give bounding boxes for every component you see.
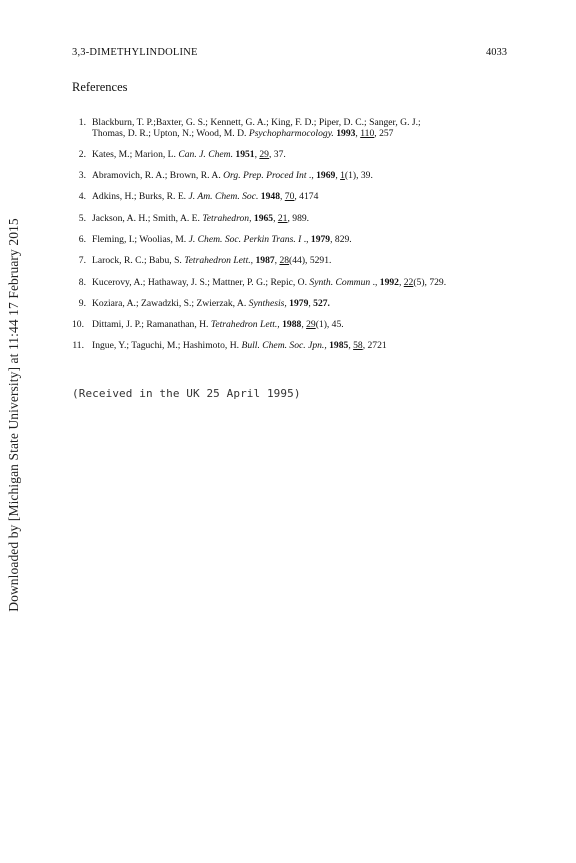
publication-year: 1993	[336, 127, 356, 139]
reference-item	[72, 278, 532, 289]
reference-segment: ,	[279, 191, 285, 203]
reference-segment: ,	[398, 276, 404, 288]
download-watermark	[4, 185, 24, 645]
reference-text	[92, 255, 331, 266]
reference-segment: .,	[306, 170, 317, 182]
reference-number: 11.	[72, 340, 84, 352]
reference-text	[92, 234, 352, 245]
reference-number: 8.	[78, 276, 86, 288]
reference-item	[72, 320, 532, 331]
volume-number: 58	[353, 340, 363, 352]
publication-year: 1992	[379, 276, 399, 288]
reference-segment: ,	[355, 127, 361, 139]
reference-segment: ,	[308, 297, 314, 309]
reference-segment: Abramovich, R. A.; Brown, R. A.	[92, 170, 224, 182]
reference-number: 9.	[78, 297, 86, 309]
reference-number: 7.	[78, 255, 86, 267]
reference-segment: .,	[301, 233, 311, 245]
reference-segment: Kucerovy, A.; Hathaway, J. S.; Mattner, P. G.; Repic, O.	[92, 276, 310, 288]
reference-segment: , 989.	[287, 212, 310, 224]
volume-number: 1	[340, 170, 345, 182]
reference-list	[72, 118, 532, 363]
volume-number: 28	[279, 255, 290, 267]
reference-number: 1.	[78, 117, 86, 128]
reference-segment: Kates, M.; Marion, L.	[92, 148, 179, 160]
reference-text	[92, 319, 344, 330]
reference-number: 6.	[78, 233, 86, 245]
journal-name: Can. J. Chem.	[178, 148, 233, 160]
publication-year: 1969	[316, 170, 336, 182]
download-note-text: Downloaded by [Michigan State University] at 11:44 17 February 2015	[6, 218, 21, 612]
journal-name: Synth. Commun	[309, 276, 371, 288]
reference-segment: , 4174	[294, 191, 319, 203]
reference-segment: , 257	[374, 127, 394, 139]
reference-segment: ,	[348, 340, 354, 352]
reference-number: 3.	[78, 170, 86, 182]
reference-text	[92, 149, 286, 160]
volume-number: 22	[403, 276, 414, 288]
reference-segment: Ingue, Y.; Taguchi, M.; Hashimoto, H.	[92, 340, 242, 352]
reference-segment: Blackburn, T. P.;Baxter, G. S.; Kennett, G. A.; King, F. D.; Piper, D. C.; Sanger, G. J.;	[92, 117, 421, 128]
reference-text	[92, 213, 309, 224]
page-number: 4033	[486, 47, 507, 58]
reference-item	[72, 118, 532, 139]
reference-segment: Thomas, D. R.; Upton, N.; Wood, M. D.	[92, 127, 249, 139]
running-title: 3,3-DIMETHYLINDOLINE	[72, 47, 198, 58]
reference-segment: (1), 45.	[315, 319, 344, 331]
reference-segment: , 37.	[268, 148, 286, 160]
journal-name: Bull. Chem. Soc. Jpn.,	[241, 340, 327, 352]
journal-name: Synthesis,	[248, 297, 287, 309]
reference-segment: (5), 729.	[413, 276, 447, 288]
publication-year: 1948	[260, 191, 280, 203]
reference-number: 4.	[78, 191, 86, 203]
reference-segment: (44), 5291.	[289, 255, 332, 267]
journal-name: Tetrahedron Lett.,	[210, 319, 280, 331]
publication-year: 1979	[289, 297, 309, 309]
reference-item	[72, 150, 532, 161]
reference-item	[72, 214, 532, 225]
publication-year: 1987	[255, 255, 275, 267]
journal-name: Org. Prep. Proced Int	[223, 170, 307, 182]
reference-segment: Larock, R. C.; Babu, S.	[92, 255, 185, 267]
publication-year: 527.	[313, 297, 330, 309]
reference-item	[72, 256, 532, 267]
journal-name: Psychopharmocology.	[248, 127, 334, 139]
reference-segment: Jackson, A. H.; Smith, A. E.	[92, 212, 203, 224]
reference-text	[92, 191, 318, 202]
reference-text	[92, 117, 421, 139]
reference-number: 5.	[78, 212, 86, 224]
reference-segment: ,	[273, 212, 278, 224]
reference-segment: Adkins, H.; Burks, R. E.	[92, 191, 189, 203]
reference-segment: (1), 39.	[344, 170, 373, 182]
reference-number: 10.	[72, 319, 84, 331]
reference-item	[72, 235, 532, 246]
reference-segment: Koziara, A.; Zawadzki, S.; Zwierzak, A.	[92, 297, 249, 309]
reference-item	[72, 299, 532, 310]
section-heading: References	[72, 80, 128, 94]
volume-number: 70	[284, 191, 295, 203]
publication-year: 1988	[282, 319, 302, 331]
reference-segment: , 2721	[362, 340, 387, 352]
received-note: (Received in the UK 25 April 1995)	[72, 387, 301, 400]
journal-name: Tetrahedron Lett.,	[184, 255, 254, 267]
reference-text	[92, 298, 330, 309]
reference-item	[72, 171, 532, 182]
reference-segment: Fleming, I.; Woolias, M.	[92, 233, 189, 245]
reference-segment: ,	[301, 319, 307, 331]
reference-number: 2.	[78, 148, 86, 160]
journal-name: J. Chem. Soc. Perkin Trans. I	[188, 233, 302, 245]
volume-number: 29	[306, 319, 316, 331]
volume-number: 21	[277, 212, 288, 224]
reference-segment: Dittami, J. P.; Ramanathan, H.	[92, 319, 211, 331]
volume-number: 110	[360, 127, 375, 139]
publication-year: 1985	[329, 340, 349, 352]
publication-year: 1951	[235, 148, 255, 160]
publication-year: 1979	[310, 233, 331, 245]
reference-item	[72, 192, 532, 203]
volume-number: 29	[259, 148, 269, 160]
reference-segment: ,	[335, 170, 341, 182]
publication-year: 1965	[253, 212, 274, 224]
reference-item	[72, 341, 532, 352]
journal-name: J. Am. Chem. Soc.	[188, 191, 259, 203]
reference-text	[92, 170, 373, 181]
reference-segment: ,	[254, 148, 260, 160]
reference-text	[92, 340, 387, 351]
reference-segment: , 829.	[330, 233, 352, 245]
reference-segment: .,	[370, 276, 380, 288]
journal-name: Tetrahedron,	[202, 212, 252, 224]
reference-segment: ,	[274, 255, 280, 267]
reference-text	[92, 277, 446, 288]
